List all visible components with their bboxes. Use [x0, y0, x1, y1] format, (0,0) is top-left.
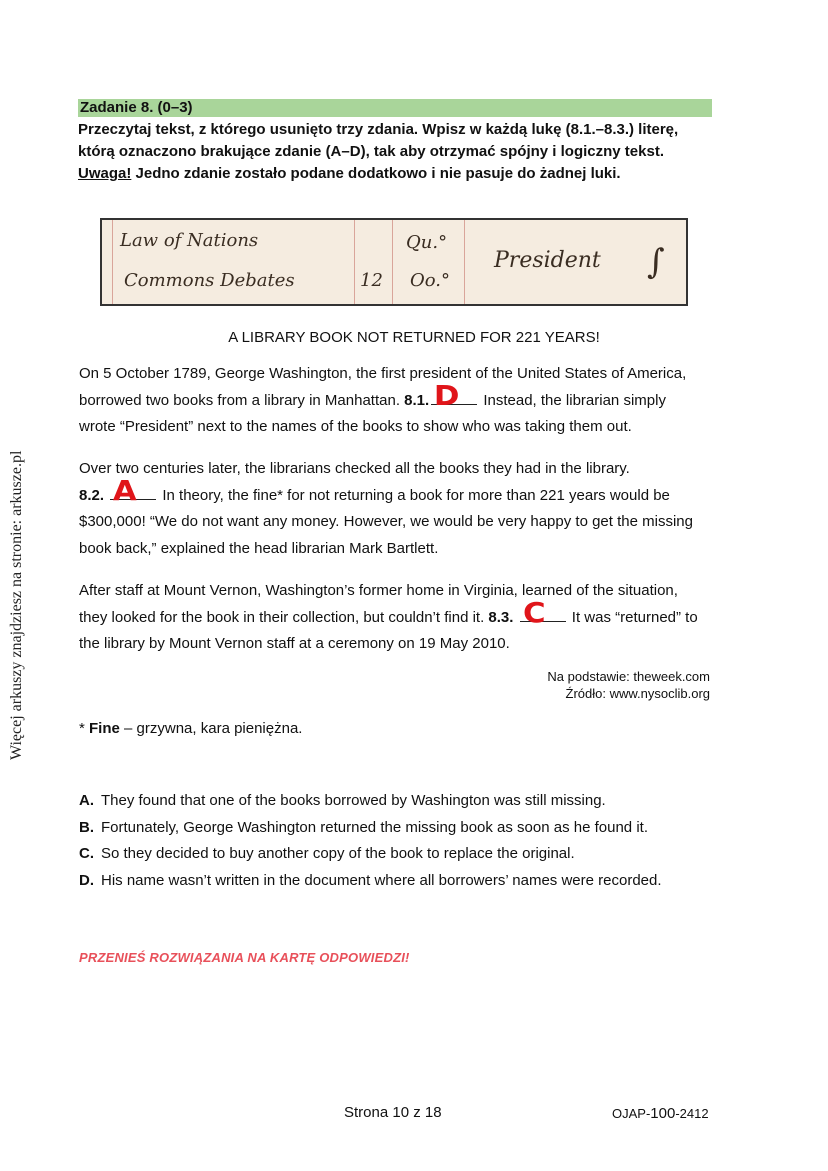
footnote-star: *	[79, 720, 90, 737]
ledger-rule	[112, 220, 113, 304]
transfer-notice: PRZENIEŚ ROZWIĄZANIA NA KARTĘ ODPOWIEDZI!	[79, 950, 410, 965]
side-watermark: Więcej arkuszy znajdziesz na stronie: arkusze.pl	[8, 450, 25, 760]
text-line: On 5 October 1789, George Washington, the first president of the United States of America,	[79, 365, 687, 382]
ledger-rule	[392, 220, 393, 304]
paragraph-2	[79, 456, 719, 562]
ledger-book-1: Law of Nations	[120, 230, 259, 251]
answer-options	[79, 788, 662, 894]
option-letter: A.	[79, 792, 94, 809]
paragraph-3	[79, 578, 719, 658]
code-mid: 100	[650, 1105, 676, 1122]
option-letter: B.	[79, 818, 94, 836]
instruction-line: Przeczytaj tekst, z którego usunięto trzy zdania. Wpisz w każdą lukę (8.1.–8.3.) literę,	[78, 121, 679, 138]
text-line: the library by Mount Vernon staff at a ceremony on 19 May 2010.	[79, 635, 510, 652]
option-b	[79, 815, 662, 842]
page-number: Strona 10 z 18	[344, 1104, 442, 1121]
gap-label-8-2: 8.2.	[79, 486, 105, 504]
task-instructions	[78, 119, 718, 185]
option-text: Fortunately, George Washington returned the missing book as soon as he found it.	[101, 818, 648, 836]
ledger-brace: ∫	[647, 242, 665, 282]
ledger-book-2: Commons Debates	[124, 270, 295, 291]
option-text: So they decided to buy another copy of the book to replace the original.	[101, 845, 575, 862]
text-span: borrowed two books from a library in Manhattan.	[79, 391, 405, 409]
gap-8-1[interactable]	[431, 378, 477, 412]
handwritten-answer-8-3: C	[522, 595, 546, 629]
gap-label-8-3: 8.3.	[488, 608, 514, 626]
gap-8-2[interactable]	[110, 473, 156, 507]
text-span: Instead, the librarian simply	[479, 391, 666, 409]
instruction-note	[78, 163, 718, 185]
text-line	[79, 595, 719, 632]
handwritten-answer-8-2: A	[113, 473, 137, 507]
text-span: they looked for the book in their collection, but couldn’t find it.	[79, 608, 489, 626]
option-text: His name wasn’t written in the document where all borrowers’ names were recorded.	[101, 871, 662, 889]
option-letter: C.	[79, 845, 94, 862]
instruction-line: którą oznaczono brakujące zdanie (A–D), tak aby otrzymać spójny i logiczny tekst.	[78, 143, 664, 160]
paragraph-1	[79, 361, 719, 441]
footnote	[79, 720, 302, 737]
option-c	[79, 841, 662, 868]
ledger-format-2: Oo.°	[410, 270, 450, 291]
ledger-borrower: President	[494, 248, 601, 273]
handwritten-answer-8-1: D	[434, 378, 460, 412]
article-title: A LIBRARY BOOK NOT RETURNED FOR 221 YEARS!	[228, 329, 600, 346]
ledger-format-1: Qu.°	[406, 232, 448, 253]
text-span: In theory, the fine* for not returning a book for more than 221 years would be	[158, 486, 670, 504]
ledger-volume: 12	[360, 270, 383, 291]
ledger-rule	[354, 220, 355, 304]
note-label: Uwaga!	[78, 165, 132, 182]
task-header: Zadanie 8. (0–3)	[78, 99, 712, 117]
code-prefix: OJAP-	[612, 1106, 651, 1121]
text-span: It was “returned” to	[567, 608, 698, 626]
text-line	[79, 473, 719, 510]
option-d	[79, 868, 662, 895]
option-a	[79, 788, 662, 815]
ledger-rule	[464, 220, 465, 304]
source-citation	[547, 668, 710, 702]
footnote-term: Fine	[89, 720, 120, 737]
source-line: Na podstawie: theweek.com	[547, 669, 710, 684]
exam-code	[612, 1105, 709, 1122]
text-line	[79, 378, 719, 415]
text-line: book back,” explained the head librarian Mark Bartlett.	[79, 539, 439, 557]
text-line: After staff at Mount Vernon, Washington’s former home in Virginia, learned of the situation,	[79, 582, 678, 599]
footnote-definition: – grzywna, kara pieniężna.	[119, 720, 303, 737]
source-line: Źródło: www.nysoclib.org	[565, 686, 710, 701]
text-line: $300,000! “We do not want any money. However, we would be very happy to get the missing	[79, 513, 693, 530]
text-line: wrote “President” next to the names of the books to show who was taking them out.	[79, 418, 632, 435]
library-ledger-image	[100, 218, 688, 306]
code-suffix: -2412	[675, 1106, 709, 1121]
option-text: They found that one of the books borrowed by Washington was still missing.	[101, 792, 606, 809]
option-letter: D.	[79, 871, 94, 889]
note-text: Jedno zdanie zostało podane dodatkowo i nie pasuje do żadnej luki.	[131, 165, 621, 182]
text-line: Over two centuries later, the librarians checked all the books they had in the library.	[79, 460, 630, 477]
gap-8-3[interactable]	[520, 595, 566, 629]
gap-label-8-1: 8.1.	[404, 391, 430, 409]
